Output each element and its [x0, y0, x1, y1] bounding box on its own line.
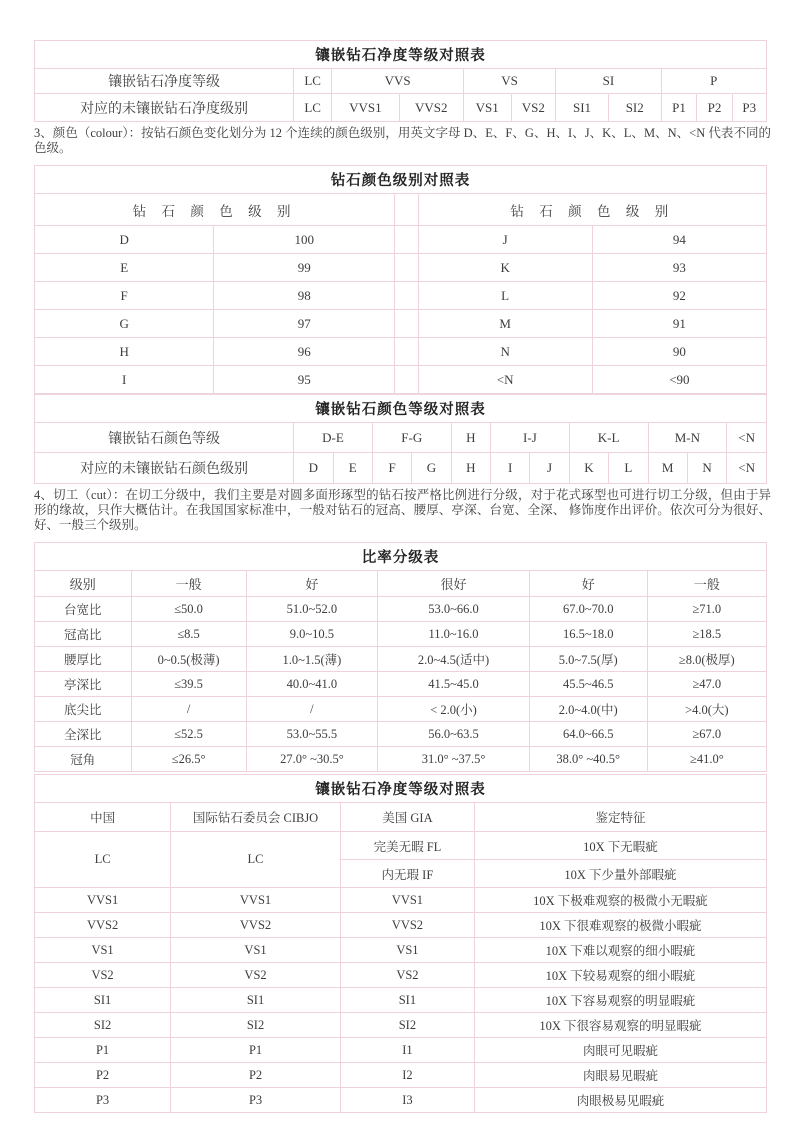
table-cell: 53.0~66.0 — [378, 597, 530, 622]
inlaid-clarity-grade-table — [34, 40, 767, 122]
table-cell: I — [35, 366, 214, 394]
table-cell: F — [35, 282, 214, 310]
colour-grade-scale-table — [34, 165, 767, 394]
table-cell: VS1 — [340, 938, 474, 963]
column-header: 鉴定特征 — [474, 803, 766, 832]
table-cell: 10X 下难以观察的细小暇疵 — [474, 938, 766, 963]
table-cell: 67.0~70.0 — [529, 597, 647, 622]
table-cell: LC — [35, 832, 171, 888]
table-cell: K — [418, 254, 592, 282]
table-cell: P2 — [171, 1063, 341, 1088]
table-cell: J — [530, 453, 569, 484]
table-cell: 10X 下很容易观察的明显暇疵 — [474, 1013, 766, 1038]
table-cell: 10X 下少量外部暇疵 — [474, 860, 766, 888]
table-cell: D — [294, 453, 333, 484]
table-cell: 95 — [214, 366, 395, 394]
row-label: 台宽比 — [35, 597, 132, 622]
table-cell: P2 — [697, 94, 732, 122]
table-cell: 98 — [214, 282, 395, 310]
column-header: 美国 GIA — [340, 803, 474, 832]
table-cell: N — [687, 453, 726, 484]
table-cell: I3 — [340, 1088, 474, 1113]
ratio-grading-table — [34, 542, 767, 772]
table-title: 镶嵌钻石颜色等级对照表 — [35, 395, 767, 423]
row-label: 冠高比 — [35, 622, 132, 647]
table-cell: 2.0~4.0(中) — [529, 697, 647, 722]
table-cell: ≥47.0 — [647, 672, 766, 697]
table-cell: 56.0~63.5 — [378, 722, 530, 747]
table-cell: ≤8.5 — [131, 622, 246, 647]
table-cell: 40.0~41.0 — [246, 672, 378, 697]
row-label: 镶嵌钻石净度等级 — [35, 69, 294, 94]
table-cell: P3 — [732, 94, 766, 122]
column-header: 一般 — [131, 571, 246, 597]
table-cell: LC — [294, 69, 332, 94]
table-cell: VS2 — [171, 963, 341, 988]
table-cell: SI1 — [171, 988, 341, 1013]
table-cell: SI2 — [35, 1013, 171, 1038]
table-cell: 38.0° ~40.5° — [529, 747, 647, 772]
table-title: 镶嵌钻石净度等级对照表 — [35, 775, 767, 803]
spacer-cell — [395, 194, 418, 226]
column-header: 中国 — [35, 803, 171, 832]
table-cell: 93 — [592, 254, 766, 282]
table-cell: E — [35, 254, 214, 282]
table-cell: 31.0° ~37.5° — [378, 747, 530, 772]
table-cell: P — [661, 69, 766, 94]
table-cell: <N — [727, 423, 767, 453]
paragraph-cut: 4、切工（cut）：在切工分级中，我们主要是对圆多面形琢型的钻石按严格比例进行分级，对于花式琢型也可进行切工分级，但由于异形的缘故，只作大概估计。在我国国家标准中，一般对钻石的冠高、腰厚、亭深、台宽、全深、 修饰度作出评价。依次可分为很好、好、一般三个级别。 — [34, 488, 771, 532]
spacer-cell — [395, 338, 418, 366]
table-cell: 肉眼极易见暇疵 — [474, 1088, 766, 1113]
table-cell: 内无瑕 IF — [340, 860, 474, 888]
spacer-cell — [395, 366, 418, 394]
table-cell: 92 — [592, 282, 766, 310]
table-cell: VVS2 — [399, 94, 463, 122]
table-cell: 9.0~10.5 — [246, 622, 378, 647]
table-cell: P3 — [171, 1088, 341, 1113]
table-cell: 97 — [214, 310, 395, 338]
table-cell: M-N — [648, 423, 727, 453]
column-header: 好 — [246, 571, 378, 597]
table-cell: SI2 — [608, 94, 661, 122]
table-cell: 10X 下极难观察的极微小无暇疵 — [474, 888, 766, 913]
table-cell: 90 — [592, 338, 766, 366]
table-cell: < 2.0(小) — [378, 697, 530, 722]
table-cell: D-E — [294, 423, 373, 453]
table-cell: 0~0.5(极薄) — [131, 647, 246, 672]
row-label: 对应的未镶嵌钻石颜色级别 — [35, 453, 294, 484]
table-cell: M — [418, 310, 592, 338]
table-cell: I1 — [340, 1038, 474, 1063]
table-cell: 41.5~45.0 — [378, 672, 530, 697]
table-cell: 完美无暇 FL — [340, 832, 474, 860]
table-title: 镶嵌钻石净度等级对照表 — [35, 41, 767, 69]
row-label: 底尖比 — [35, 697, 132, 722]
table-cell: K-L — [569, 423, 648, 453]
table-cell: VVS1 — [35, 888, 171, 913]
table-title: 比率分级表 — [35, 543, 767, 571]
column-header: 很好 — [378, 571, 530, 597]
table-cell: ≥71.0 — [647, 597, 766, 622]
row-label: 亭深比 — [35, 672, 132, 697]
table-cell: J — [418, 226, 592, 254]
table-cell: 10X 下很难观察的极微小暇疵 — [474, 913, 766, 938]
table-cell: 肉眼可见暇疵 — [474, 1038, 766, 1063]
table-cell: SI1 — [35, 988, 171, 1013]
table-cell: 肉眼易见暇疵 — [474, 1063, 766, 1088]
table-cell: 64.0~66.5 — [529, 722, 647, 747]
spacer-cell — [395, 282, 418, 310]
table-cell: SI1 — [340, 988, 474, 1013]
table-cell: I — [491, 453, 530, 484]
table-cell: ≤52.5 — [131, 722, 246, 747]
table-cell: M — [648, 453, 687, 484]
table-cell: ≥41.0° — [647, 747, 766, 772]
column-header: 级别 — [35, 571, 132, 597]
inlaid-colour-grade-table — [34, 394, 767, 484]
table-cell: <90 — [592, 366, 766, 394]
table-cell: 27.0° ~30.5° — [246, 747, 378, 772]
spacer-cell — [395, 254, 418, 282]
column-header: 国际钻石委员会 CIBJO — [171, 803, 341, 832]
table-cell: 91 — [592, 310, 766, 338]
table-cell: VS2 — [35, 963, 171, 988]
table-cell: 10X 下较易观察的细小暇疵 — [474, 963, 766, 988]
table-cell: 5.0~7.5(厚) — [529, 647, 647, 672]
row-label: 全深比 — [35, 722, 132, 747]
table-cell: 16.5~18.0 — [529, 622, 647, 647]
table-cell: 100 — [214, 226, 395, 254]
table-cell: >4.0(大) — [647, 697, 766, 722]
table-cell: P3 — [35, 1088, 171, 1113]
table-cell: SI2 — [340, 1013, 474, 1038]
table-cell: 10X 下无暇疵 — [474, 832, 766, 860]
table-cell: / — [246, 697, 378, 722]
table-cell: K — [569, 453, 608, 484]
column-header: 钻 石 颜 色 级 别 — [418, 194, 766, 226]
table-cell: VS — [463, 69, 555, 94]
table-cell: VS2 — [340, 963, 474, 988]
table-cell: <N — [418, 366, 592, 394]
table-cell: VVS1 — [340, 888, 474, 913]
table-cell: 45.5~46.5 — [529, 672, 647, 697]
table-cell: P1 — [661, 94, 697, 122]
table-cell: L — [609, 453, 648, 484]
table-cell: 11.0~16.0 — [378, 622, 530, 647]
table-cell: 2.0~4.5(适中) — [378, 647, 530, 672]
table-cell: LC — [294, 94, 332, 122]
spacer-cell — [395, 226, 418, 254]
table-cell: ≤26.5° — [131, 747, 246, 772]
table-cell: ≤50.0 — [131, 597, 246, 622]
table-cell: LC — [171, 832, 341, 888]
table-cell: VVS1 — [332, 94, 399, 122]
row-label: 冠角 — [35, 747, 132, 772]
table-cell: G — [412, 453, 451, 484]
table-cell: F — [372, 453, 411, 484]
table-cell: VS1 — [463, 94, 511, 122]
table-cell: VVS2 — [35, 913, 171, 938]
table-cell: VVS — [332, 69, 464, 94]
table-cell: 96 — [214, 338, 395, 366]
table-cell: VVS2 — [340, 913, 474, 938]
table-cell: H — [35, 338, 214, 366]
table-cell: ≤39.5 — [131, 672, 246, 697]
table-cell: P1 — [35, 1038, 171, 1063]
table-cell: ≥67.0 — [647, 722, 766, 747]
column-header: 好 — [529, 571, 647, 597]
row-label: 镶嵌钻石颜色等级 — [35, 423, 294, 453]
table-cell: <N — [727, 453, 767, 484]
row-label: 腰厚比 — [35, 647, 132, 672]
table-cell: F-G — [372, 423, 451, 453]
spacer-cell — [395, 310, 418, 338]
table-cell: P1 — [171, 1038, 341, 1063]
table-title: 钻石颜色级别对照表 — [35, 166, 767, 194]
table-cell: ≥8.0(极厚) — [647, 647, 766, 672]
table-cell: E — [333, 453, 372, 484]
table-cell: G — [35, 310, 214, 338]
table-cell: L — [418, 282, 592, 310]
table-cell: 53.0~55.5 — [246, 722, 378, 747]
table-cell: 51.0~52.0 — [246, 597, 378, 622]
column-header: 钻 石 颜 色 级 别 — [35, 194, 395, 226]
table-cell: 99 — [214, 254, 395, 282]
table-cell: H — [451, 423, 490, 453]
table-cell: P2 — [35, 1063, 171, 1088]
table-cell: I-J — [491, 423, 570, 453]
table-cell: SI1 — [556, 94, 609, 122]
table-cell: / — [131, 697, 246, 722]
table-cell: 94 — [592, 226, 766, 254]
table-cell: SI2 — [171, 1013, 341, 1038]
table-cell: SI — [556, 69, 661, 94]
table-cell: VS2 — [511, 94, 556, 122]
table-cell: H — [451, 453, 490, 484]
table-cell: N — [418, 338, 592, 366]
table-cell: ≥18.5 — [647, 622, 766, 647]
table-cell: VVS2 — [171, 913, 341, 938]
table-cell: 10X 下容易观察的明显暇疵 — [474, 988, 766, 1013]
column-header: 一般 — [647, 571, 766, 597]
table-cell: VS1 — [171, 938, 341, 963]
table-cell: D — [35, 226, 214, 254]
paragraph-colour: 3、颜色（colour）：按钻石颜色变化划分为 12 个连续的颜色级别，用英文字母 D、E、F、G、H、I、J、K、L、M、N、<N 代表不同的色级。 — [34, 126, 771, 155]
clarity-standards-comparison-table — [34, 774, 767, 1113]
table-cell: VS1 — [35, 938, 171, 963]
table-cell: I2 — [340, 1063, 474, 1088]
table-cell: 1.0~1.5(薄) — [246, 647, 378, 672]
table-cell: VVS1 — [171, 888, 341, 913]
row-label: 对应的未镶嵌钻石净度级别 — [35, 94, 294, 122]
